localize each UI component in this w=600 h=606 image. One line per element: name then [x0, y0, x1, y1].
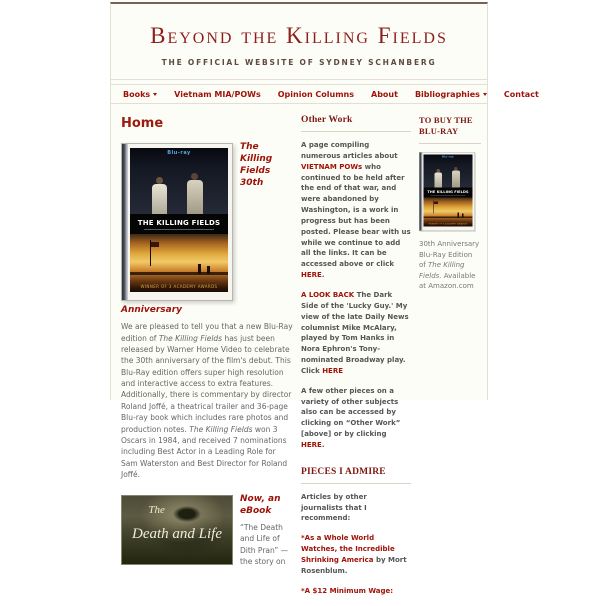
inline-link[interactable]: HERE: [301, 440, 322, 449]
cover-credits-line: [144, 229, 215, 230]
nav-item-contact[interactable]: [504, 90, 539, 99]
book-spine: [122, 144, 128, 300]
nav-item-bibliographies[interactable]: [415, 90, 487, 99]
text-segment: We are pleased to tell you that a new Blu-Ray edition of: [121, 322, 293, 343]
bluray-book-cover: [121, 143, 233, 301]
paragraph: [301, 533, 411, 576]
cover-award-text: WINNER OF 3 ACADEMY AWARDS: [428, 222, 468, 226]
text-segment: 30th Anniversary Blu-Ray Edition of: [419, 240, 480, 270]
book-spine: [420, 153, 423, 231]
text-segment: A page compiling numerous articles about: [301, 141, 398, 160]
cover-title-band: [130, 214, 228, 234]
content-area: [111, 104, 487, 606]
paragraph: [301, 290, 411, 377]
site-subtitle: THE OFFICIAL WEBSITE OF SYDNEY SCHANBERG: [161, 58, 437, 67]
text-segment: .: [321, 271, 325, 280]
nav-item-opinion-columns[interactable]: [278, 90, 354, 99]
paragraph: [301, 586, 411, 597]
pieces-i-admire-heading: PIECES I ADMIRE: [301, 467, 411, 484]
cover-title-band: [424, 188, 473, 198]
silhouette-figure: [457, 213, 459, 218]
cover-sunset-photo: [130, 234, 228, 292]
article-heading: Now, an eBook: [240, 493, 281, 516]
nav-item-label: Bibliographies: [414, 89, 480, 99]
cover-title-line2: Death and Life: [132, 525, 222, 542]
bluray-thumbnail-image[interactable]: [419, 152, 476, 232]
cover-title: THE KILLING FIELDS: [427, 189, 469, 194]
inline-link[interactable]: VIETNAM POWs: [301, 162, 363, 171]
site-title: Beyond the Killing Fields: [150, 23, 448, 48]
article-body: “The Death and Life of Dith Pran” — the story on: [240, 522, 289, 567]
text-segment: A few other pieces on a variety of other subjects also can be accessed by clicking on “Other Work” [above] or by clicking: [301, 386, 401, 439]
text-segment: Articles by other journalists that I recommend:: [301, 492, 367, 523]
cover-credits-line: [430, 195, 465, 196]
other-work-column: [301, 112, 411, 606]
buy-bluray-heading: TO BUY THE BLU-RAY: [419, 115, 481, 144]
nav-item-label: Contact: [503, 89, 539, 99]
bluray-caption: [419, 239, 481, 292]
chevron-down-icon: [483, 93, 487, 96]
flag-silhouette: [433, 200, 434, 213]
silhouette-bar: [130, 272, 228, 275]
page-container: [110, 2, 539, 595]
silhouette-bar: [424, 216, 473, 218]
bluray-book-cover-small: [419, 152, 475, 231]
killing-fields-bluray-cover-image: [121, 143, 233, 301]
book-cover: [121, 495, 233, 565]
main-column: [121, 112, 293, 606]
text-segment: Available at Amazon.com: [419, 271, 476, 291]
article-body: [121, 321, 293, 480]
text-segment: The Killing Fields: [158, 333, 223, 343]
nav-item-label: Books: [123, 89, 151, 99]
nav-item-about[interactable]: [371, 90, 398, 99]
cover-photo: [130, 148, 228, 214]
cover-figure: [452, 171, 460, 188]
nav-item-books[interactable]: [123, 90, 157, 99]
killing-fields-article: [121, 141, 293, 481]
nav-item-label: Vietnam MIA/POWs: [174, 89, 261, 99]
nav-item-vietnam-mia-pows[interactable]: [174, 90, 261, 99]
flag-silhouette: [150, 240, 151, 267]
inline-link[interactable]: *A $12 Minimum Wage:: [301, 586, 394, 595]
inline-link[interactable]: A LOOK BACK: [301, 290, 355, 299]
nav-item-label: Opinion Columns: [277, 89, 355, 99]
bluray-logo: Blu-ray: [167, 150, 191, 156]
text-segment: by Mort Rosenblum.: [301, 556, 407, 575]
bluray-logo: Blu-ray: [442, 155, 454, 159]
paragraph: [301, 386, 411, 451]
text-segment: who continued to be held after the end of that war, and were abandoned by Washington, is a work in progress but has been posted. Please bear with us while we continue to add all the links. It can be accessed above or click: [301, 162, 411, 269]
chevron-down-icon: [153, 93, 157, 96]
article-heading: The Killing Fields 30th Anniversary: [121, 142, 273, 315]
silhouette-figure: [198, 264, 201, 274]
ebook-article: [121, 493, 293, 568]
inline-link[interactable]: HERE: [301, 271, 322, 280]
cover-figure: [152, 184, 167, 214]
text-segment: won 3 Oscars in 1984, and received 7 nominations including Best Actor in a Leading Role for Sam Waterston and Best Director for Roland Joffé.: [121, 424, 288, 480]
main-nav: [111, 84, 539, 104]
nav-item-label: About: [371, 89, 398, 99]
text-segment: The Killing Fields: [189, 424, 253, 434]
cover-figure: [187, 180, 203, 214]
text-segment: has just been released by Warner Home Video to celebrate the 30th anniversary of the film's debut. This Blu-Ray edition offers super high resolution and interactive access to extra features. Additionally, there is commentary by director Roland Joffé, a theatrical trailer and 36-page Blu-ray book which includes rare photos and production notes.: [121, 333, 292, 434]
cover-sunset-photo: [424, 198, 473, 227]
silhouette-figure: [207, 266, 210, 274]
cover-award-text: WINNER OF 3 ACADEMY AWARDS: [140, 284, 218, 290]
text-segment: The Killing Fields.: [419, 261, 465, 280]
cover-photo: [424, 155, 473, 188]
inline-link[interactable]: *As a Whole World Watches, the Incredible Shrinking America: [301, 534, 395, 564]
text-segment: .: [321, 440, 325, 449]
paragraph: [301, 140, 411, 281]
text-segment: The Dark Side of the 'Lucky Guy.' My view of the late Daily News columnist Mike McAlary, played by Tom Hanks in Nora Ephron's Tony-nominated Broadway play. Click: [301, 290, 409, 375]
silhouette-figure: [462, 214, 464, 218]
paragraph: [301, 492, 411, 525]
page-title: Home: [121, 116, 164, 131]
cover-figure: [434, 173, 442, 188]
cover-title-line1: The: [148, 503, 165, 516]
buy-bluray-column: [419, 112, 481, 606]
other-work-heading: Other Work: [301, 115, 411, 132]
inline-link[interactable]: HERE: [322, 366, 343, 375]
site-header: [111, 4, 487, 80]
death-and-life-cover-image: [121, 495, 233, 565]
cover-title: THE KILLING FIELDS: [137, 218, 221, 227]
palm-silhouette: [173, 506, 201, 522]
